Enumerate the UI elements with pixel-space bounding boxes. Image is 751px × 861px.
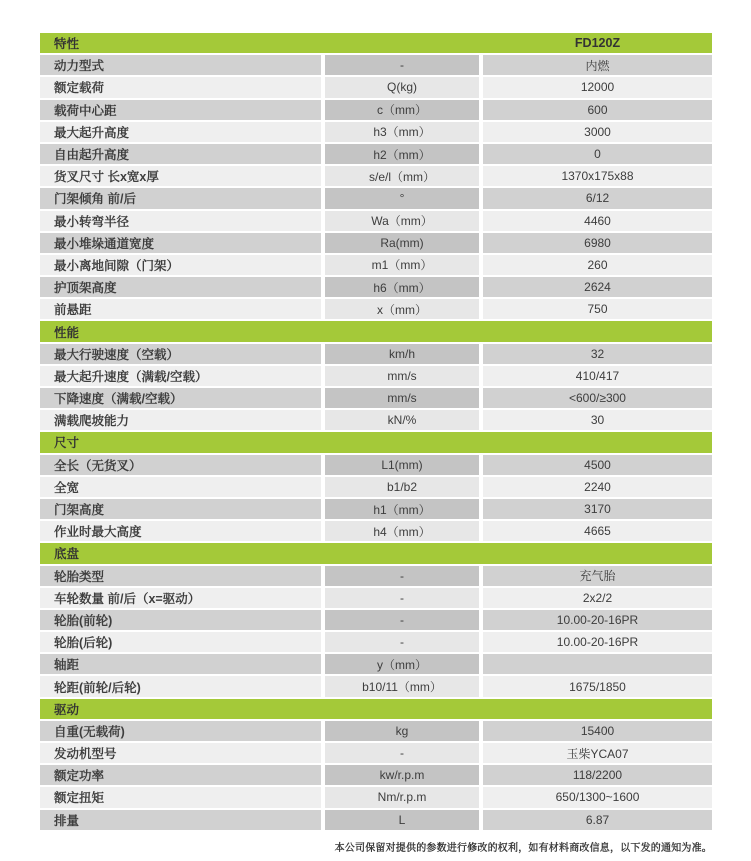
spec-value: 3170 [483, 499, 712, 519]
spec-unit: b1/b2 [325, 477, 479, 497]
spec-label: 最大行驶速度（空载） [40, 344, 321, 364]
spec-unit: Nm/r.p.m [325, 787, 479, 807]
spec-unit: mm/s [325, 366, 479, 386]
spec-value: 10.00-20-16PR [483, 632, 712, 652]
spec-label: 门架高度 [40, 499, 321, 519]
spec-value: 0 [483, 144, 712, 164]
spec-row [40, 477, 712, 497]
spec-label: 护顶架高度 [40, 277, 321, 297]
spec-value: <600/≥300 [483, 388, 712, 408]
spec-unit: L1(mm) [325, 455, 479, 475]
spec-label: 轮距(前轮/后轮) [40, 676, 321, 696]
spec-label: 前悬距 [40, 299, 321, 319]
spec-label: 最小堆垛通道宽度 [40, 233, 321, 253]
spec-label: 轴距 [40, 654, 321, 674]
spec-value: 2624 [483, 277, 712, 297]
spec-value: 4665 [483, 521, 712, 541]
spec-unit: kN/% [325, 410, 479, 430]
spec-unit: c（mm） [325, 100, 479, 120]
spec-unit: b10/11（mm） [325, 676, 479, 696]
spec-value: 30 [483, 410, 712, 430]
spec-unit: h4（mm） [325, 521, 479, 541]
section-header-row [40, 543, 712, 563]
feature-header-label: 特性 [54, 37, 80, 52]
spec-value: 600 [483, 100, 712, 120]
spec-unit: ° [325, 188, 479, 208]
spec-row [40, 188, 712, 208]
spec-row [40, 122, 712, 142]
spec-row [40, 299, 712, 319]
spec-label: 动力型式 [40, 55, 321, 75]
spec-row [40, 100, 712, 120]
spec-value: 6/12 [483, 188, 712, 208]
spec-label: 轮胎(后轮) [40, 632, 321, 652]
spec-row [40, 588, 712, 608]
spec-label: 全宽 [40, 477, 321, 497]
disclaimer-note: 本公司保留对提供的参数进行修改的权利，如有材料商改信息，以下发的通知为准。 [334, 843, 712, 854]
spec-unit: L [325, 810, 479, 830]
spec-unit: - [325, 566, 479, 586]
spec-label: 发动机型号 [40, 743, 321, 763]
spec-unit: m1（mm） [325, 255, 479, 275]
spec-label: 货叉尺寸 长x宽x厚 [40, 166, 321, 186]
spec-value: 4500 [483, 455, 712, 475]
spec-label: 最小转弯半径 [40, 211, 321, 231]
spec-value: 充气胎 [483, 566, 712, 586]
spec-label: 自由起升高度 [40, 144, 321, 164]
spec-label: 排量 [40, 810, 321, 830]
spec-row [40, 499, 712, 519]
spec-row [40, 765, 712, 785]
spec-row [40, 233, 712, 253]
spec-label: 车轮数量 前/后（x=驱动） [40, 588, 321, 608]
spec-label: 额定载荷 [40, 77, 321, 97]
spec-unit: kw/r.p.m [325, 765, 479, 785]
section-title: 底盘 [54, 547, 80, 562]
spec-value: 118/2200 [483, 765, 712, 785]
spec-unit: Q(kg) [325, 77, 479, 97]
spec-row [40, 388, 712, 408]
spec-unit: y（mm） [325, 654, 479, 674]
spec-unit: mm/s [325, 388, 479, 408]
spec-row [40, 277, 712, 297]
spec-unit: Ra(mm) [325, 233, 479, 253]
spec-label: 额定扭矩 [40, 787, 321, 807]
spec-label: 作业时最大高度 [40, 521, 321, 541]
spec-unit: Wa（mm） [325, 211, 479, 231]
spec-label: 额定功率 [40, 765, 321, 785]
spec-row [40, 521, 712, 541]
spec-row [40, 676, 712, 696]
spec-unit: h3（mm） [325, 122, 479, 142]
spec-row [40, 632, 712, 652]
spec-row [40, 344, 712, 364]
spec-unit: x（mm） [325, 299, 479, 319]
spec-value: 6.87 [483, 810, 712, 830]
spec-unit: s/e/l（mm） [325, 166, 479, 186]
spec-label: 门架倾角 前/后 [40, 188, 321, 208]
spec-label: 最小离地间隙（门架） [40, 255, 321, 275]
spec-unit: h6（mm） [325, 277, 479, 297]
section-title: 驱动 [54, 702, 80, 717]
spec-row [40, 144, 712, 164]
spec-value: 650/1300~1600 [483, 787, 712, 807]
spec-row [40, 166, 712, 186]
spec-value: 6980 [483, 233, 712, 253]
spec-row [40, 787, 712, 807]
section-title: 性能 [54, 325, 80, 340]
spec-value: 4460 [483, 211, 712, 231]
spec-value: 12000 [483, 77, 712, 97]
spec-label: 最大起升高度 [40, 122, 321, 142]
spec-value: 1675/1850 [483, 676, 712, 696]
spec-value: 2x2/2 [483, 588, 712, 608]
spec-row [40, 721, 712, 741]
spec-value: 10.00-20-16PR [483, 610, 712, 630]
spec-label: 最大起升速度（满载/空载） [40, 366, 321, 386]
spec-value: 2240 [483, 477, 712, 497]
spec-row [40, 810, 712, 830]
spec-unit: h2（mm） [325, 144, 479, 164]
spec-value: 750 [483, 299, 712, 319]
section-header-row [40, 321, 712, 341]
section-header-row [40, 432, 712, 452]
table-header-row [40, 33, 712, 53]
spec-label: 下降速度（满载/空载） [40, 388, 321, 408]
spec-value: 玉柴YCA07 [483, 743, 712, 763]
spec-value: 内燃 [483, 55, 712, 75]
spec-value: 32 [483, 344, 712, 364]
section-header-row [40, 699, 712, 719]
spec-row [40, 77, 712, 97]
model-name: FD120Z [574, 36, 621, 51]
spec-row [40, 610, 712, 630]
spec-value: 15400 [483, 721, 712, 741]
spec-label: 满载爬坡能力 [40, 410, 321, 430]
spec-unit: - [325, 743, 479, 763]
spec-unit: km/h [325, 344, 479, 364]
spec-label: 载荷中心距 [40, 100, 321, 120]
spec-unit: kg [325, 721, 479, 741]
spec-value: 410/417 [483, 366, 712, 386]
section-title: 尺寸 [54, 436, 80, 451]
spec-unit: - [325, 588, 479, 608]
spec-row [40, 366, 712, 386]
spec-row [40, 211, 712, 231]
spec-value: 3000 [483, 122, 712, 142]
spec-unit: - [325, 55, 479, 75]
spec-label: 全长（无货叉） [40, 455, 321, 475]
spec-value: 1370x175x88 [483, 166, 712, 186]
spec-row [40, 654, 712, 674]
spec-label: 轮胎类型 [40, 566, 321, 586]
spec-row [40, 55, 712, 75]
spec-value [483, 654, 712, 674]
spec-row [40, 410, 712, 430]
spec-unit: - [325, 610, 479, 630]
spec-row [40, 455, 712, 475]
spec-label: 自重(无载荷) [40, 721, 321, 741]
spec-unit: - [325, 632, 479, 652]
spec-row [40, 743, 712, 763]
spec-label: 轮胎(前轮) [40, 610, 321, 630]
spec-unit: h1（mm） [325, 499, 479, 519]
spec-table [40, 33, 712, 830]
spec-row [40, 255, 712, 275]
spec-row [40, 566, 712, 586]
spec-value: 260 [483, 255, 712, 275]
